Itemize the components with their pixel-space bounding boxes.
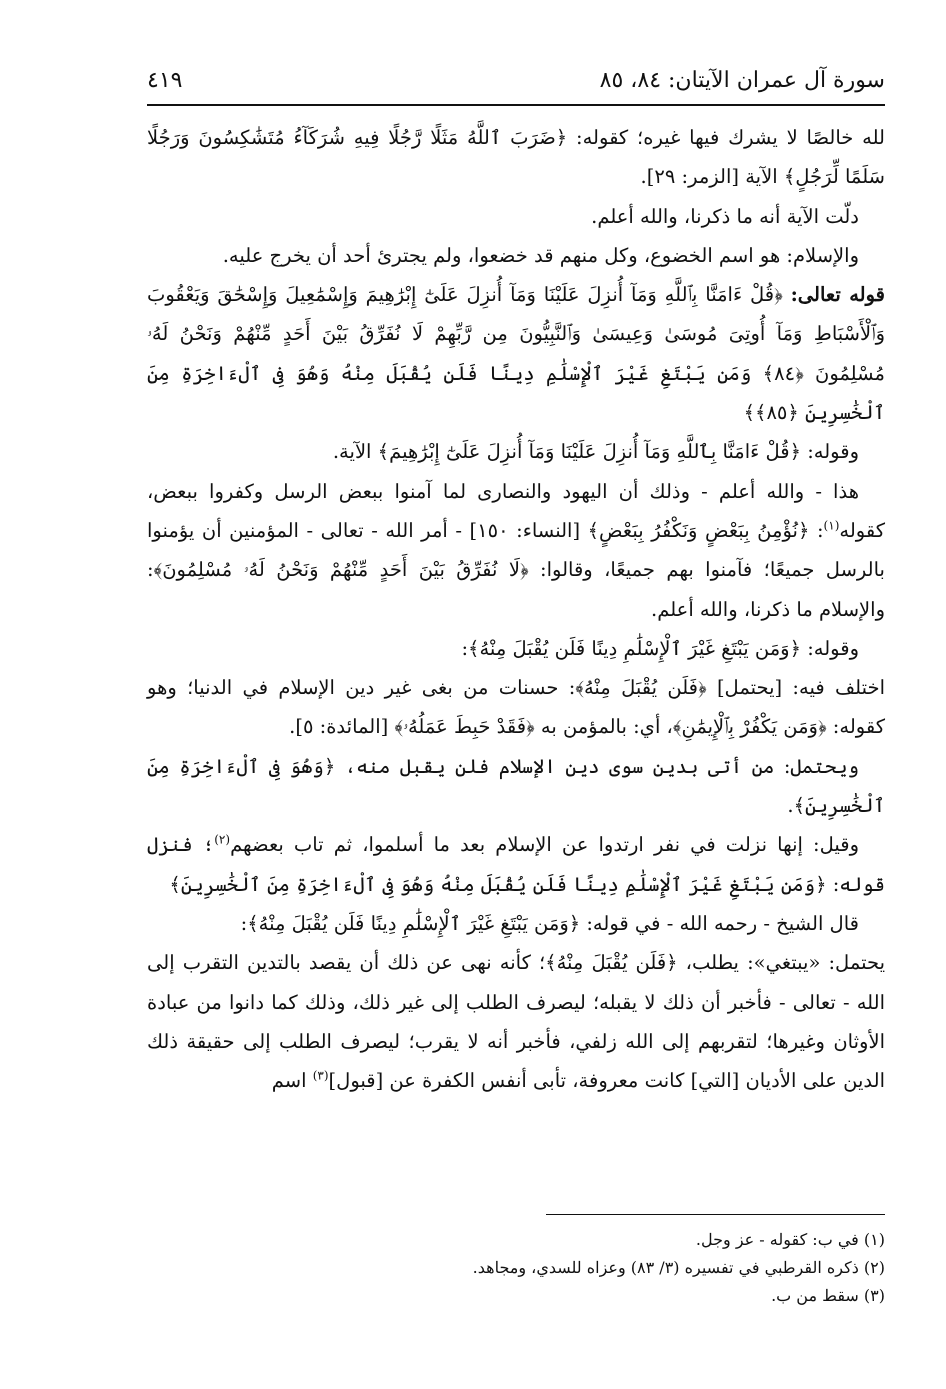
footnote: (١) في ب: كقوله - عز وجل.	[695, 1230, 885, 1249]
paragraph: وقوله: ﴿وَمَن يَبْتَغِ غَيْرَ ٱلْإِسْلَٰمِ دِينًا فَلَن يُقْبَلَ مِنْهُ﴾:	[461, 636, 859, 660]
paragraph: ويحتمل: من أتى بدين سوى دين الإسلام فلن يقبل منه، ﴿وَهُوَ فِى ٱلْءَاخِرَةِ مِنَ ٱلْخَٰسِرِينَ﴾.	[147, 754, 885, 818]
verse-text: ﴿قُلْ ءَامَنَّا بِٱللَّهِ وَمَآ أُنزِلَ عَلَيْنَا وَمَآ أُنزِلَ عَلَىٰٓ إِبْرَٰهِيمَ وَإِسْمَٰعِيلَ وَإِسْحَٰقَ وَيَعْقُوبَ وَٱلْأَسْبَاطِ وَمَآ أُوتِىَ مُوسَىٰ وَعِيسَىٰ وَٱلنَّبِيُّونَ مِن رَّبِّهِمْ لَا نُفَرِّقُ بَيْنَ أَحَدٍ مِّنْهُمْ وَنَحْنُ لَهُۥ مُسْلِمُونَ ﴿٨٤﴾ وَمَن يَبْتَغِ غَيْرَ ٱلْإِسْلَٰمِ دِينًا فَلَن يُقْبَلَ مِنْهُ وَهُوَ فِى ٱلْءَاخِرَةِ مِنَ ٱلْخَٰسِرِينَ ﴿٨٥﴾﴾	[147, 283, 885, 425]
paragraph	[147, 943, 885, 1100]
paragraph: دلّت الآية أنه ما ذكرنا، والله أعلم.	[591, 204, 859, 228]
verse-paragraph	[147, 275, 885, 432]
main-text	[147, 118, 885, 1100]
footnote-ref[interactable]: (١)	[823, 518, 840, 533]
page-number: ٤١٩	[147, 67, 183, 93]
footnote: (٣) سقط من ب.	[771, 1286, 885, 1305]
paragraph: والإسلام: هو اسم الخضوع، وكل منهم قد خضعوا، ولم يجترئ أحد أن يخرج عليه.	[222, 243, 859, 267]
footnotes	[147, 1226, 885, 1310]
paragraph	[147, 825, 885, 904]
paragraph: اختلف فيه: [يحتمل] ﴿فَلَن يُقْبَلَ مِنْهُ﴾: حسنات من بغى غير دين الإسلام في الدنيا؛ وهو كقوله: ﴿وَمَن يَكْفُرْ بِٱلْإِيمَٰنِ﴾، أي: بالمؤمن به ﴿فَقَدْ حَبِطَ عَمَلُهُۥ﴾ [المائدة: ٥].	[147, 676, 885, 739]
verse-label: قوله تعالى:	[790, 283, 885, 307]
text-run: هذا - والله أعلم - وذلك أن اليهود والنصارى لما آمنوا ببعض الرسل وكفروا ببعض، كقوله	[147, 479, 885, 542]
footnote: (٢) ذكره القرطبي في تفسيره (٣/ ٨٣) وعزاه للسدي، ومجاهد.	[472, 1258, 885, 1277]
footnote-ref[interactable]: (٣)	[312, 1068, 329, 1083]
text-run: يحتمل: «يبتغي»: يطلب، ﴿فَلَن يُقْبَلَ مِنْهُ﴾؛ كأنه نهى عن ذلك أن يقصد بالتدين التقرب إلى الله - تعالى - فأخبر أن ذلك لا يقبله؛ ليصرف الطلب إلى غير ذلك، وذلك كما دانوا من عبادة الأوثان وغيرها؛ لتقربهم إلى الله زلفي، فأخبر أنه لا يقرب؛ ليصرف الطلب إلى حقيقة ذلك الدين على الأديان [التي] كانت معروفة، تأبى أنفس الكفرة عن [قبول]	[147, 951, 885, 1093]
paragraph: قال الشيخ - رحمه الله - في قوله: ﴿وَمَن يَبْتَغِ غَيْرَ ٱلْإِسْلَٰمِ دِينًا فَلَن يُقْبَلَ مِنْهُ﴾:	[240, 911, 859, 935]
text-run: اسم	[271, 1069, 313, 1093]
surah-title: سورة آل عمران الآيتان: ٨٤، ٨٥	[599, 67, 885, 93]
paragraph: لله خالصًا لا يشرك فيها غيره؛ كقوله: ﴿ضَرَبَ ٱللَّهُ مَثَلًا رَّجُلًا فِيهِ شُرَكَآءُ مُتَشَٰكِسُونَ وَرَجُلًا سَلَمًا لِّرَجُلٍ﴾ الآية [الزمر: ٢٩].	[147, 126, 885, 189]
header-rule	[147, 104, 885, 106]
text-run: : ﴿نُؤْمِنُ بِبَعْضٍ وَنَكْفُرُ بِبَعْضٍ﴾ [النساء: ١٥٠] - أمر الله - تعالى - المؤمنين أن يؤمنوا بالرسل جميعًا؛ فآمنوا بهم جميعًا، وقالوا: ﴿لَا نُفَرِّقُ بَيْنَ أَحَدٍ مِّنْهُمْ وَنَحْنُ لَهُۥ مُسْلِمُونَ﴾: والإسلام ما ذكرنا، والله أعلم.	[147, 518, 885, 621]
footnote-separator	[546, 1214, 885, 1215]
paragraph: وقوله: ﴿قُلْ ءَامَنَّا بِٱللَّهِ وَمَآ أُنزِلَ عَلَيْنَا وَمَآ أُنزِلَ عَلَىٰٓ إِبْرَٰهِيمَ﴾ الآية.	[332, 440, 859, 464]
text-run: وقيل: إنها نزلت في نفر ارتدوا عن الإسلام بعد ما أسلموا، ثم تاب بعضهم	[230, 833, 859, 857]
paragraph	[147, 472, 885, 629]
footnote-ref[interactable]: (٢)	[214, 832, 231, 847]
page-header	[147, 60, 885, 100]
text-run: ؛ فنزل قوله: ﴿وَمَن يَبْتَغِ غَيْرَ ٱلْإِسْلَٰمِ دِينًا فَلَن يُقْبَلَ مِنْهُ وَهُوَ فِى ٱلْءَاخِرَةِ مِنَ ٱلْخَٰسِرِينَ﴾	[147, 833, 885, 896]
